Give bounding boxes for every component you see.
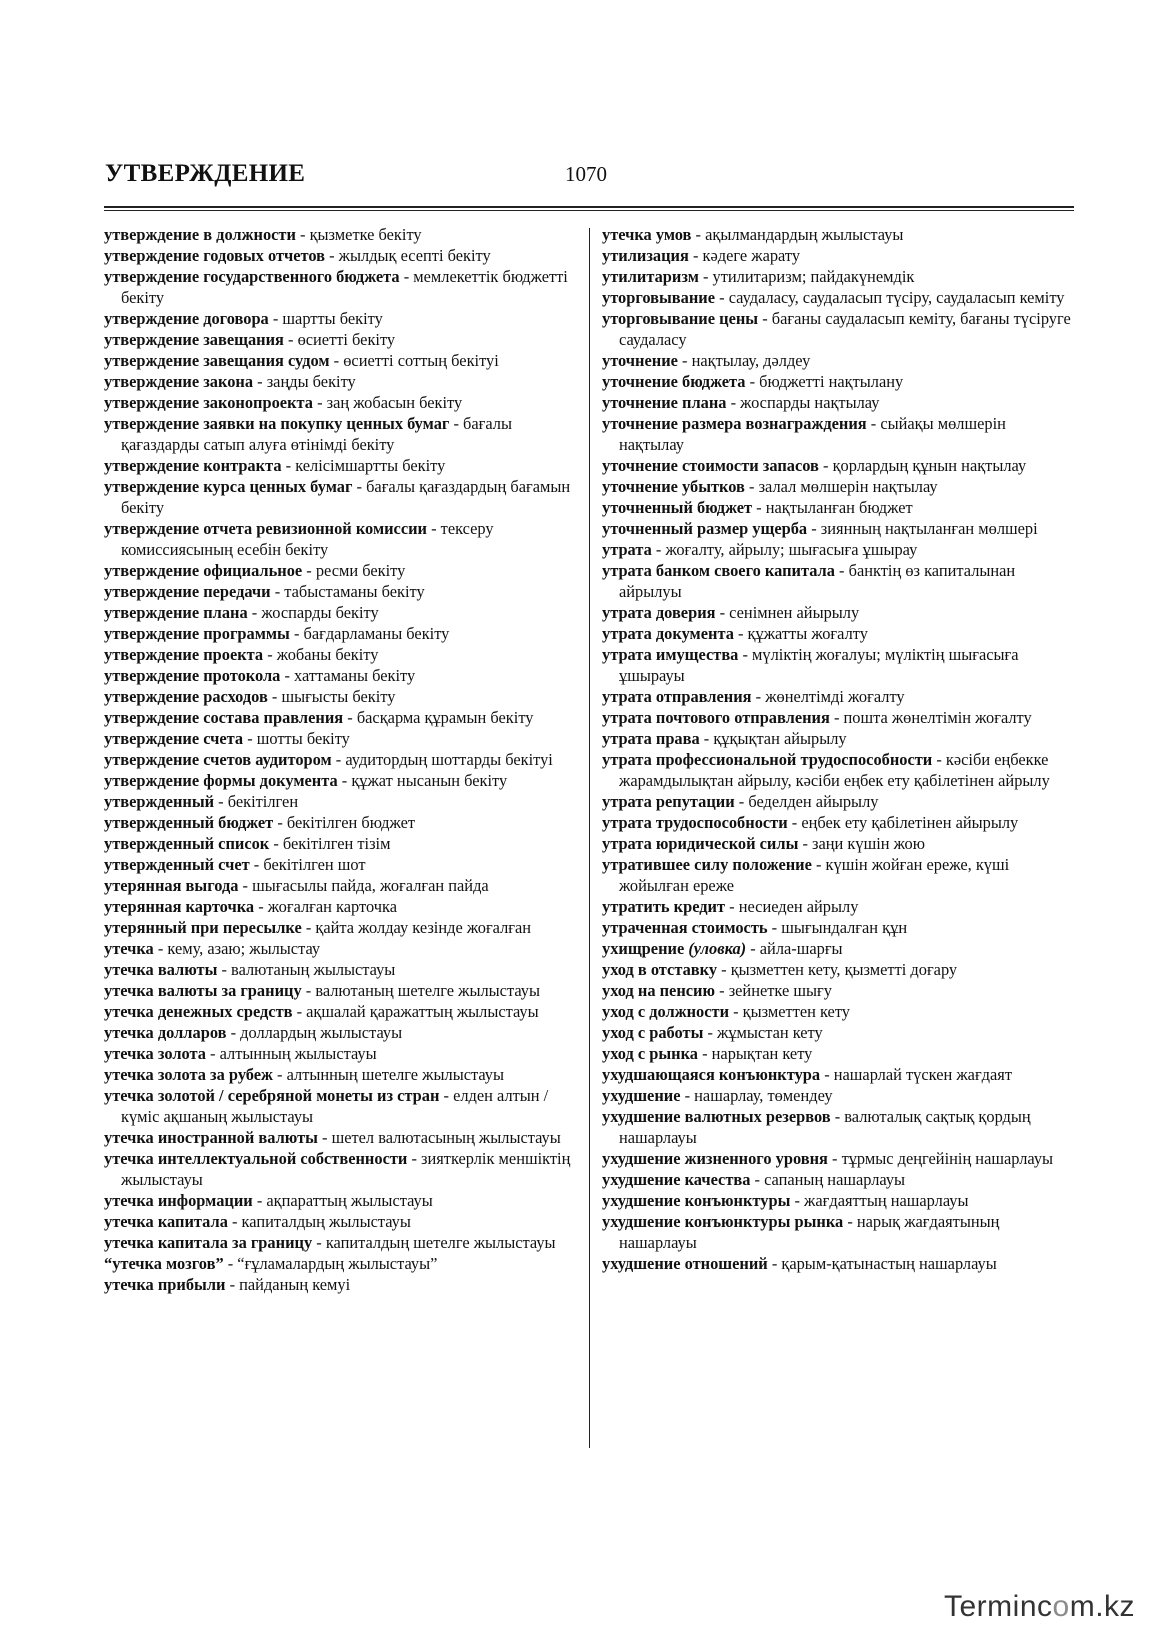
entry-definition: зиянның нақтыланған мөлшері [820,519,1038,538]
entry-definition: қорлардың құнын нақтылау [832,456,1027,475]
entry-term: уточнение [602,351,678,370]
entry-definition: жоғалту, айрылу; шығасыға ұшырау [665,540,918,559]
dictionary-entry: утечка иностранной валюты - шетел валютасының жылыстауы [104,1128,561,1147]
dictionary-entry: утерянный при пересылке - қайта жолдау кезінде жоғалған [104,918,532,937]
entry-definition: пошта жөнелтімін жоғалту [843,708,1032,727]
entry-definition: өсиетті соттың бекітуі [343,351,499,370]
header-rule-thick [104,206,1074,208]
entry-term: утверждение официальное [104,561,303,580]
entry-term: утилизация [602,246,689,265]
entry-term: утверждение курса ценных бумаг [104,477,353,496]
entry-definition: жоспарды бекіту [261,603,379,622]
dictionary-entry: уход с должности - қызметтен кету [602,1002,850,1021]
entry-term: утечка золота [104,1044,206,1063]
dictionary-entry: ухудшение жизненного уровня - тұрмыс деңгейінің нашарлауы [602,1149,1054,1168]
entry-term: утрата профессиональной трудоспособности [602,750,933,769]
dictionary-entry: утечка капитала за границу - капиталдың шетелге жылыстауы [104,1233,556,1252]
entry-definition: қызметтен кету, қызметті доғару [730,960,958,979]
dictionary-entry: “утечка мозгов” - “ғұламалардың жылыстауы” [104,1254,438,1273]
entry-definition: ресми бекіту [315,561,406,580]
entry-term: утверждение в должности [104,225,296,244]
entry-definition: кәдеге жарату [702,246,801,265]
entry-term: уточнение размера вознаграждения [602,414,867,433]
entry-definition: алтынның шетелге жылыстауы [286,1065,505,1084]
entry-term: утвержденный бюджет [104,813,274,832]
entry-definition: кәсіби еңбекке жарамдылықтан айрылу, кәсіби еңбек ету қабілетінен айрылу [619,750,1050,790]
dictionary-entry: уточнение убытков - залал мөлшерін нақтылау [602,477,938,496]
entry-term: уточнение плана [602,393,727,412]
entry-definition: айла-шарғы [759,939,843,958]
dictionary-entry: утверждение программы - бағдарламаны бекіту [104,624,450,643]
termincom-watermark-logo [944,1590,1135,1624]
entry-definition: шетел валютасының жылыстауы [331,1128,561,1147]
dictionary-entry: утвержденный счет - бекітілген шот [104,855,366,874]
entry-definition: алтынның жылыстауы [219,1044,377,1063]
entry-definition: банктің өз капиталынан айрылуы [619,561,1016,601]
entry-definition: доллардың жылыстауы [240,1023,403,1042]
entry-definition: шартты бекіту [282,309,383,328]
entry-term: утечка валюты [104,960,218,979]
entry-term: утверждение расходов [104,687,268,706]
entry-definition: залал мөлшерін нақтылау [758,477,938,496]
entry-term: ухудшение [602,1086,681,1105]
dictionary-entry: утечка валюты - валютаның жылыстауы [104,960,396,979]
dictionary-entry: утечка капитала - капиталдың жылыстауы [104,1212,411,1231]
entry-term: утрата юридической силы [602,834,799,853]
entry-term: уточнение бюджета [602,372,746,391]
entry-term: утраченная стоимость [602,918,768,937]
dictionary-entry: утверждение протокола - хаттаманы бекіту [104,666,416,685]
entry-definition: өсиетті бекіту [297,330,396,349]
left-column [104,224,582,1295]
dictionary-entry: утверждение плана - жоспарды бекіту [104,603,379,622]
entry-term: утверждение заявки на покупку ценных бумаг [104,414,450,433]
dictionary-entry: утрата юридической силы - заңи күшін жою [602,834,925,853]
entry-definition: хаттаманы бекіту [294,666,416,685]
entry-definition: нашарлай түскен жағдаят [833,1065,1012,1084]
entry-term: утечка денежных средств [104,1002,293,1021]
dictionary-entry: утверждение законопроекта - заң жобасын бекіту [104,393,463,412]
entry-definition: нақтыланған бюджет [765,498,913,517]
entry-definition: шығасылы пайда, жоғалған пайда [252,876,489,895]
entry-term: утрата доверия [602,603,716,622]
entry-term: “утечка мозгов” [104,1254,224,1273]
entry-term: утверждение годовых отчетов [104,246,326,265]
entry-term: утечка долларов [104,1023,227,1042]
entry-term: утрата отправления [602,687,752,706]
entry-term: утечка валюты за границу [104,981,302,1000]
entry-term: утерянная карточка [104,897,255,916]
dictionary-entry: ухудшающаяся конъюнктура - нашарлай түскен жағдаят [602,1065,1012,1084]
dictionary-entry: утверждение заявки на покупку ценных бумаг - бағалы қағаздарды сатып алуға өтінімді бекіту [104,414,512,454]
entry-term: утилитаризм [602,267,699,286]
dictionary-entry: утрата почтового отправления - пошта жөнелтімін жоғалту [602,708,1032,727]
dictionary-entry: утилитаризм - утилитаризм; пайдакүнемдік [602,267,915,286]
dictionary-entry: уход в отставку - қызметтен кету, қызметті доғару [602,960,958,979]
entry-definition: “ғұламалардың жылыстауы” [237,1254,438,1273]
entry-term: утратившее силу положение [602,855,812,874]
dictionary-entry: утверждение состава правления - басқарма құрамын бекіту [104,708,534,727]
entry-term: ухудшение валютных резервов [602,1107,831,1126]
entry-definition: мемлекеттік бюджетті бекіту [121,267,568,307]
dictionary-entry: утечка долларов - доллардың жылыстауы [104,1023,403,1042]
entry-definition: заң жобасын бекіту [326,393,463,412]
entry-term: утверждение плана [104,603,248,622]
dictionary-entry: утверждение в должности - қызметке бекіту [104,225,422,244]
entry-term: утрата банком своего капитала [602,561,835,580]
dictionary-entry: ухудшение качества - сапаның нашарлауы [602,1170,906,1189]
entry-definition: күшін жойған ереже, күші жойылған ереже [619,855,1010,895]
logo-part2: m.kz [1069,1590,1136,1623]
dictionary-entry: утверждение проекта - жобаны бекіту [104,645,379,664]
entry-definition: құқықтан айырылу [713,729,847,748]
entry-term: утверждение законопроекта [104,393,313,412]
entry-definition: несиеден айрылу [738,897,859,916]
dictionary-entry: утечка золотой / серебряной монеты из стран - елден алтын / күміс ақшаның жылыстауы [104,1086,549,1126]
entry-term: уточнение убытков [602,477,745,496]
dictionary-entry: уточнение бюджета - бюджетті нақтылану [602,372,904,391]
entry-definition: сапаның нашарлауы [764,1170,906,1189]
entry-definition: басқарма құрамын бекіту [356,708,534,727]
column-divider [589,228,590,1448]
dictionary-entry: утерянная карточка - жоғалған карточка [104,897,397,916]
dictionary-entry: уход с работы - жұмыстан кету [602,1023,823,1042]
entry-term: утверждение договора [104,309,269,328]
dictionary-entry: уточнение плана - жоспарды нақтылау [602,393,880,412]
entry-term: утечка иностранной валюты [104,1128,318,1147]
dictionary-entry: утверждение завещания - өсиетті бекіту [104,330,396,349]
dictionary-entry: утвержденный - бекітілген [104,792,299,811]
dictionary-entry: утечка интеллектуальной собственности - зияткерлік меншіктің жылыстауы [104,1149,571,1189]
entry-definition: ақшалай қаражаттың жылыстауы [306,1002,539,1021]
entry-term: уход с работы [602,1023,704,1042]
dictionary-entry: утрата банком своего капитала - банктің өз капиталынан айрылуы [602,561,1016,601]
dictionary-entry: утраченная стоимость - шығындалған құн [602,918,908,937]
entry-definition: капиталдың жылыстауы [241,1212,411,1231]
entry-definition: жобаны бекіту [276,645,379,664]
entry-definition: нақтылау, дәлдеу [691,351,811,370]
entry-term: уточненный размер ущерба [602,519,808,538]
dictionary-entry: уход с рынка - нарықтан кету [602,1044,813,1063]
entry-term: утверждение передачи [104,582,271,601]
dictionary-entry: ухудшение - нашарлау, төмендеу [602,1086,833,1105]
entry-term: ухудшение жизненного уровня [602,1149,828,1168]
entry-term: утверждение проекта [104,645,264,664]
entry-term: утечка умов [602,225,692,244]
logo-prefix: T [944,1590,960,1623]
entry-definition: құжат нысанын бекіту [351,771,508,790]
entry-term: ухудшение качества [602,1170,751,1189]
entry-term: утрата права [602,729,700,748]
dictionary-entry: утверждение контракта - келісімшартты бекіту [104,456,446,475]
entry-definition: бюджетті нақтылану [759,372,904,391]
entry-term: утрата трудоспособности [602,813,788,832]
entry-definition: мүліктің жоғалуы; мүліктің шығасыға ұшырауы [619,645,1019,685]
entry-definition: зейнетке шығу [728,981,832,1000]
entry-definition: сенімнен айырылу [729,603,860,622]
entry-definition: жағдаяттың нашарлауы [804,1191,969,1210]
dictionary-entry: утратить кредит - несиеден айрылу [602,897,859,916]
dictionary-entry: утечка умов - ақылмандардың жылыстауы [602,225,904,244]
entry-term: утечка капитала за границу [104,1233,313,1252]
dictionary-entry: утрата права - құқықтан айырылу [602,729,847,748]
entry-term: утверждение программы [104,624,290,643]
entry-term: утрата [602,540,652,559]
dictionary-entry: утверждение договора - шартты бекіту [104,309,383,328]
entry-term: утечка капитала [104,1212,228,1231]
entry-definition: нарықтан кету [711,1044,813,1063]
entry-definition: еңбек ету қабілетінен айырылу [801,813,1019,832]
dictionary-entry: утрата отправления - жөнелтімді жоғалту [602,687,905,706]
entry-definition: қызметке бекіту [309,225,422,244]
entry-term: утвержденный счет [104,855,250,874]
entry-definition: бекітілген бюджет [286,813,416,832]
entry-term: ухудшение отношений [602,1254,768,1273]
entry-definition: бекітілген шот [263,855,366,874]
header-rule-thin [104,210,1074,211]
entry-definition: бағдарламаны бекіту [303,624,450,643]
entry-definition: валюталық сақтық қордың нашарлауы [619,1107,1031,1147]
entry-term: утверждение контракта [104,456,282,475]
entry-definition: келісімшартты бекіту [295,456,446,475]
entry-definition: пайданың кемуі [239,1275,351,1294]
entry-term: утечка золота за рубеж [104,1065,273,1084]
entry-definition: бағаны саудаласып кеміту, бағаны түсіруге саудаласу [619,309,1071,349]
dictionary-entry: утверждение закона - заңды бекіту [104,372,356,391]
entry-definition: зияткерлік меншіктің жылыстауы [121,1149,571,1189]
entry-term: утечка информации [104,1191,253,1210]
entry-term: утрата почтового отправления [602,708,830,727]
entry-term: ухищрение [602,939,685,958]
dictionary-entry: уточнение размера вознаграждения - сыйақы мөлшерін нақтылау [602,414,1006,454]
entry-term: утвержденный [104,792,215,811]
dictionary-entry: утрата документа - құжатты жоғалту [602,624,868,643]
page-number: 1070 [565,162,607,186]
entry-term: утечка прибыли [104,1275,226,1294]
entry-term: утверждение состава правления [104,708,344,727]
entry-definition: бекітілген тізім [282,834,391,853]
entry-definition: қарым-қатынастың нашарлауы [781,1254,997,1273]
entry-definition: ақылмандардың жылыстауы [705,225,904,244]
dictionary-entry: уточнение - нақтылау, дәлдеу [602,351,811,370]
dictionary-entry: утечка - кему, азаю; жылыстау [104,939,321,958]
entry-definition: ақпараттың жылыстауы [266,1191,433,1210]
dictionary-entry: уточнение стоимости запасов - қорлардың құнын нақтылау [602,456,1027,475]
dictionary-entry: утверждение отчета ревизионной комиссии - тексеру комиссиясының есебін бекіту [104,519,494,559]
dictionary-entry: утверждение счета - шотты бекіту [104,729,350,748]
entry-definition: бағалы қағаздарды сатып алуға өтінімді бекіту [121,414,512,454]
entry-definition: құжатты жоғалту [747,624,868,643]
entry-term: ухудшение конъюнктуры рынка [602,1212,844,1231]
dictionary-entry: утверждение годовых отчетов - жылдық есепті бекіту [104,246,491,265]
entry-definition: шығындалған құн [781,918,908,937]
dictionary-entry: утечка валюты за границу - валютаның шетелге жылыстауы [104,981,540,1000]
dictionary-entry: утверждение официальное - ресми бекіту [104,561,406,580]
dictionary-entry: утвержденный бюджет - бекітілген бюджет [104,813,416,832]
entry-term: утерянная выгода [104,876,239,895]
dictionary-entry: ухудшение конъюнктуры - жағдаяттың нашарлауы [602,1191,969,1210]
dictionary-entry: утверждение курса ценных бумаг - бағалы қағаздардың бағамын бекіту [104,477,571,517]
entry-term: уход в отставку [602,960,718,979]
entry-term: уторговывание [602,288,716,307]
running-header-word: УТВЕРЖДЕНИЕ [105,160,306,187]
dictionary-entry: утечка денежных средств - ақшалай қаражаттың жылыстауы [104,1002,539,1021]
entry-definition: шотты бекіту [256,729,350,748]
entry-term: утратить кредит [602,897,726,916]
entry-definition: қайта жолдау кезінде жоғалған [315,918,532,937]
entry-definition: заңды бекіту [266,372,356,391]
entry-term: утечка [104,939,154,958]
dictionary-entry: уход на пенсию - зейнетке шығу [602,981,832,1000]
dictionary-entry: уточненный бюджет - нақтыланған бюджет [602,498,913,517]
entry-definition: валютаның жылыстауы [231,960,396,979]
dictionary-entry: уторговывание цены - бағаны саудаласып кеміту, бағаны түсіруге саудаласу [602,309,1071,349]
entry-term: уточненный бюджет [602,498,753,517]
dictionary-entry: утечка золота за рубеж - алтынның шетелге жылыстауы [104,1065,505,1084]
entry-definition: нарық жағдаятының нашарлауы [619,1212,1000,1252]
dictionary-entry: уторговывание - саудаласу, саудаласып түсіру, саудаласып кеміту [602,288,1065,307]
entry-term: уход на пенсию [602,981,716,1000]
entry-definition: нашарлау, төмендеу [694,1086,833,1105]
entry-definition: табыстаманы бекіту [284,582,425,601]
dictionary-entry: ухудшение конъюнктуры рынка - нарық жағдаятының нашарлауы [602,1212,1000,1252]
dictionary-entry: утверждение формы документа - құжат нысанын бекіту [104,771,508,790]
dictionary-entry: утрата трудоспособности - еңбек ету қабілетінен айырылу [602,813,1019,832]
entry-term-note: (уловка) [688,939,747,958]
entry-definition: елден алтын / күміс ақшаның жылыстауы [121,1086,549,1126]
dictionary-entry: утечка золота - алтынның жылыстауы [104,1044,377,1063]
entry-definition: аудитордың шоттарды бекітуі [345,750,553,769]
entry-term: утечка золотой / серебряной монеты из стран [104,1086,440,1105]
dictionary-entry: утечка прибыли - пайданың кемуі [104,1275,351,1294]
entry-definition: шығысты бекіту [281,687,396,706]
dictionary-entry: утверждение счетов аудитором - аудитордың шоттарды бекітуі [104,750,553,769]
logo-accent: o [1052,1590,1070,1623]
dictionary-entry: утрата имущества - мүліктің жоғалуы; мүліктің шығасыға ұшырауы [602,645,1019,685]
entry-term: утверждение закона [104,372,254,391]
dictionary-entry: утратившее силу положение - күшін жойған ереже, күші жойылған ереже [602,855,1010,895]
entry-term: утрата документа [602,624,734,643]
dictionary-entry: утечка информации - ақпараттың жылыстауы [104,1191,433,1210]
entry-term: утверждение завещания [104,330,284,349]
entry-definition: заңи күшін жою [812,834,925,853]
entry-term: утверждение счетов аудитором [104,750,332,769]
entry-term: утверждение счета [104,729,244,748]
dictionary-entry: утилизация - кәдеге жарату [602,246,801,265]
dictionary-entry: утрата доверия - сенімнен айырылу [602,603,860,622]
right-column [602,224,1074,1274]
entry-definition: жөнелтімді жоғалту [765,687,905,706]
dictionary-entry: утверждение расходов - шығысты бекіту [104,687,396,706]
entry-definition: тексеру комиссиясының есебін бекіту [121,519,494,559]
entry-term: уход с должности [602,1002,730,1021]
dictionary-entry: утверждение государственного бюджета - мемлекеттік бюджетті бекіту [104,267,568,307]
entry-definition: кему, азаю; жылыстау [167,939,321,958]
dictionary-entry: утрата профессиональной трудоспособности - кәсіби еңбекке жарамдылықтан айрылу, кәсіби еңбек ету қабілетінен айрылу [602,750,1050,790]
entry-term: утерянный при пересылке [104,918,302,937]
entry-term: уторговывание цены [602,309,759,328]
entry-term: утверждение государственного бюджета [104,267,400,286]
entry-term: утрата имущества [602,645,739,664]
entry-definition: саудаласу, саудаласып түсіру, саудаласып кеміту [728,288,1065,307]
entry-term: утверждение отчета ревизионной комиссии [104,519,427,538]
entry-term: утверждение формы документа [104,771,338,790]
entry-definition: бекітілген [227,792,299,811]
entry-term: утечка интеллектуальной собственности [104,1149,408,1168]
dictionary-entry: уточненный размер ущерба - зиянның нақтыланған мөлшері [602,519,1038,538]
logo-part1: erminc [959,1590,1053,1623]
entry-definition: жылдық есепті бекіту [338,246,491,265]
entry-definition: утилитаризм; пайдакүнемдік [712,267,915,286]
entry-term: уточнение стоимости запасов [602,456,819,475]
entry-term: утвержденный список [104,834,270,853]
dictionary-entry: утверждение завещания судом - өсиетті соттың бекітуі [104,351,499,370]
entry-definition: жұмыстан кету [717,1023,823,1042]
entry-term: утверждение протокола [104,666,281,685]
entry-term: ухудшающаяся конъюнктура [602,1065,821,1084]
dictionary-entry: утверждение передачи - табыстаманы бекіту [104,582,425,601]
entry-definition: сыйақы мөлшерін нақтылау [619,414,1006,454]
entry-term: ухудшение конъюнктуры [602,1191,791,1210]
entry-term: уход с рынка [602,1044,698,1063]
entry-definition: капиталдың шетелге жылыстауы [325,1233,556,1252]
entry-definition: бағалы қағаздардың бағамын бекіту [121,477,571,517]
dictionary-entry: утрата репутации - беделден айырылу [602,792,879,811]
dictionary-entry: ухудшение валютных резервов - валюталық сақтық қордың нашарлауы [602,1107,1031,1147]
dictionary-entry: утерянная выгода - шығасылы пайда, жоғалған пайда [104,876,489,895]
entry-definition: беделден айырылу [748,792,879,811]
entry-term: утверждение завещания судом [104,351,330,370]
entry-definition: валютаның шетелге жылыстауы [315,981,540,1000]
dictionary-entry: ухищрение (уловка) - айла-шарғы [602,939,843,958]
dictionary-entry: ухудшение отношений - қарым-қатынастың нашарлауы [602,1254,997,1273]
dictionary-entry: утвержденный список - бекітілген тізім [104,834,391,853]
entry-definition: жоғалған карточка [267,897,397,916]
entry-definition: тұрмыс деңгейінің нашарлауы [841,1149,1054,1168]
entry-definition: қызметтен кету [742,1002,850,1021]
entry-definition: жоспарды нақтылау [740,393,880,412]
dictionary-entry: утрата - жоғалту, айрылу; шығасыға ұшырау [602,540,918,559]
entry-term: утрата репутации [602,792,735,811]
